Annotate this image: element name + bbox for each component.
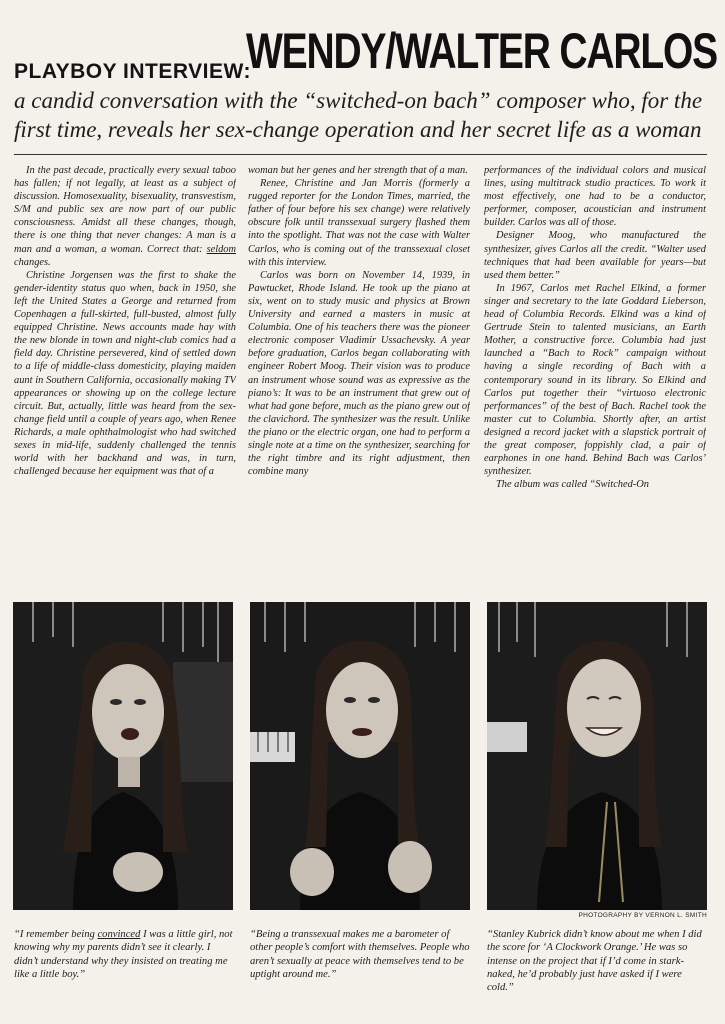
paragraph: Christine Jorgensen was the first to shake the gender-identity status quo when, back in 1950, she left the United States a George and returned from Copenhagen a full-skirted, full-busted, almost fully equipped Christine. News accounts made hay with the new blonde in town and night-club comics had a field day. Christine persevered, kind of settled down to a life of middle-class domesticity, playing maiden aunt in Southern California, occasionally making TV appearances or showing up on the college lecture circuit. But, actually, little was heard from the sex-change field until a couple of years ago, when Renee Richards, a male ophthalmologist who had switched sexes in mid-life, suddenly challenged the tennis world with her backhand and was, in turn, challenged because her equipment was that of a: [14, 269, 236, 478]
photo-caption-3: “Stanley Kubrick didn’t know about me when I did the score for ‘A Clockwork Orange.’ He was so intense on the project that if I’d come in stark-naked, he’d probably just have asked if I were cold.”: [487, 929, 702, 994]
emphasis: convinced: [97, 929, 141, 940]
emphasis: seldom: [206, 243, 236, 255]
paragraph: Carlos was born on November 14, 1939, in Pawtucket, Rhode Island. He took up the piano at six, went on to study music and physics at Brown University and earned a masters in music at Columbia. One of his teachers there was the pioneer electronic composer Vladimir Ussachevsky. A year before graduation, Carlos began collaborating with engineer Robert Moog. Their vision was to produce an instrument whose sound was as expressive as the piano’s: It was to be an instrument that grew out of what had gone before, much as the piano grew out of the clavichord. The synthesizer was the result. Unlike the piano or the electric organ, one had to perform a single note at a time on the synthesizer, searching for the right timbre and its right adjustment, then combine many: [248, 269, 470, 478]
article-column-2: [248, 164, 470, 589]
photo-caption-2: “Being a transsexual makes me a barometer of other people’s comfort with themselves. People who aren’t sexually at peace with themselves tend to be uptight around me.”: [250, 929, 470, 980]
portrait-image: [487, 602, 707, 910]
article-column-1: [14, 164, 236, 589]
photo-caption-1: “I remember being convinced I was a little girl, not knowing why my parents didn’t see it clearly. I didn’t understand why they insisted on treating me like a little boy.”: [14, 929, 233, 980]
portrait-photo-3: [487, 602, 707, 910]
paragraph: In the past decade, practically every sexual taboo has fallen; if not legally, at least as a subject of discussion. Homosexuality, bisexuality, transvestism, S/M and public sex are now part of our public consciousness. Amidst all these changes, though, there is one thing that never changes: A man is a man and a woman, a woman. Correct that: seldom changes.: [14, 165, 236, 268]
portrait-image: [250, 602, 470, 910]
article-column-3: [484, 164, 706, 589]
photo-credit: PHOTOGRAPHY BY VERNON L. SMITH: [578, 912, 707, 919]
paragraph: woman but her genes and her strength that of a man.: [248, 165, 468, 176]
subtitle: a candid conversation with the “switched-on bach” composer who, for the first time, reveals her sex-change operation and her secret life as a woman: [14, 88, 703, 142]
paragraph: The album was called “Switched-On: [496, 479, 649, 491]
paragraph: Renee, Christine and Jan Morris (formerly a rugged reporter for the London Times, married, the father of four before his sex change) were relatively obscure folk until transsexual surgery flashed them into the spotlight. That was not the case with Walter Carlos, who is coming out of the transsexual closet with this interview.: [248, 178, 470, 268]
portrait-image: [13, 602, 233, 910]
paragraph: performances of the individual colors and musical lines, using multitrack studio practices. To work it most effectively, one had to be a conductor, performer, composer, acoustician and instrument builder. Carlos was all of those.: [484, 165, 706, 229]
paragraph: In 1967, Carlos met Rachel Elkind, a former singer and secretary to the late Goddard Lieberson, head of Columbia Records. Elkind was a kind of Gertrude Stein to talented musicians, an Earth Mother, a constructive force. Columbia had just launched a “Bach to Rock” campaign without having a single recording of Bach with a contemporary sound in its library. So Elkind and Carlos put together their “virtuoso electronic performances” of the best of Bach. Rachel took the master cut to Columbia. Shortly after, an artist designed a record jacket with a slapstick portrait of the great composer, foppishly clad, a pair of earphones in one hand. Behind Bach was Carlos’ synthesizer.: [484, 282, 706, 478]
interview-kicker: PLAYBOY INTERVIEW:: [14, 60, 251, 83]
portrait-photo-1: [13, 602, 233, 910]
main-title: WENDY/WALTER CARLOS: [246, 23, 718, 79]
paragraph: Designer Moog, who manufactured the synthesizer, gives Carlos all the credit. “Walter used techniques that had been available for years—but used them better.”: [484, 230, 706, 281]
header-divider: [14, 154, 707, 155]
portrait-photo-2: [250, 602, 470, 910]
headline: [14, 22, 718, 86]
